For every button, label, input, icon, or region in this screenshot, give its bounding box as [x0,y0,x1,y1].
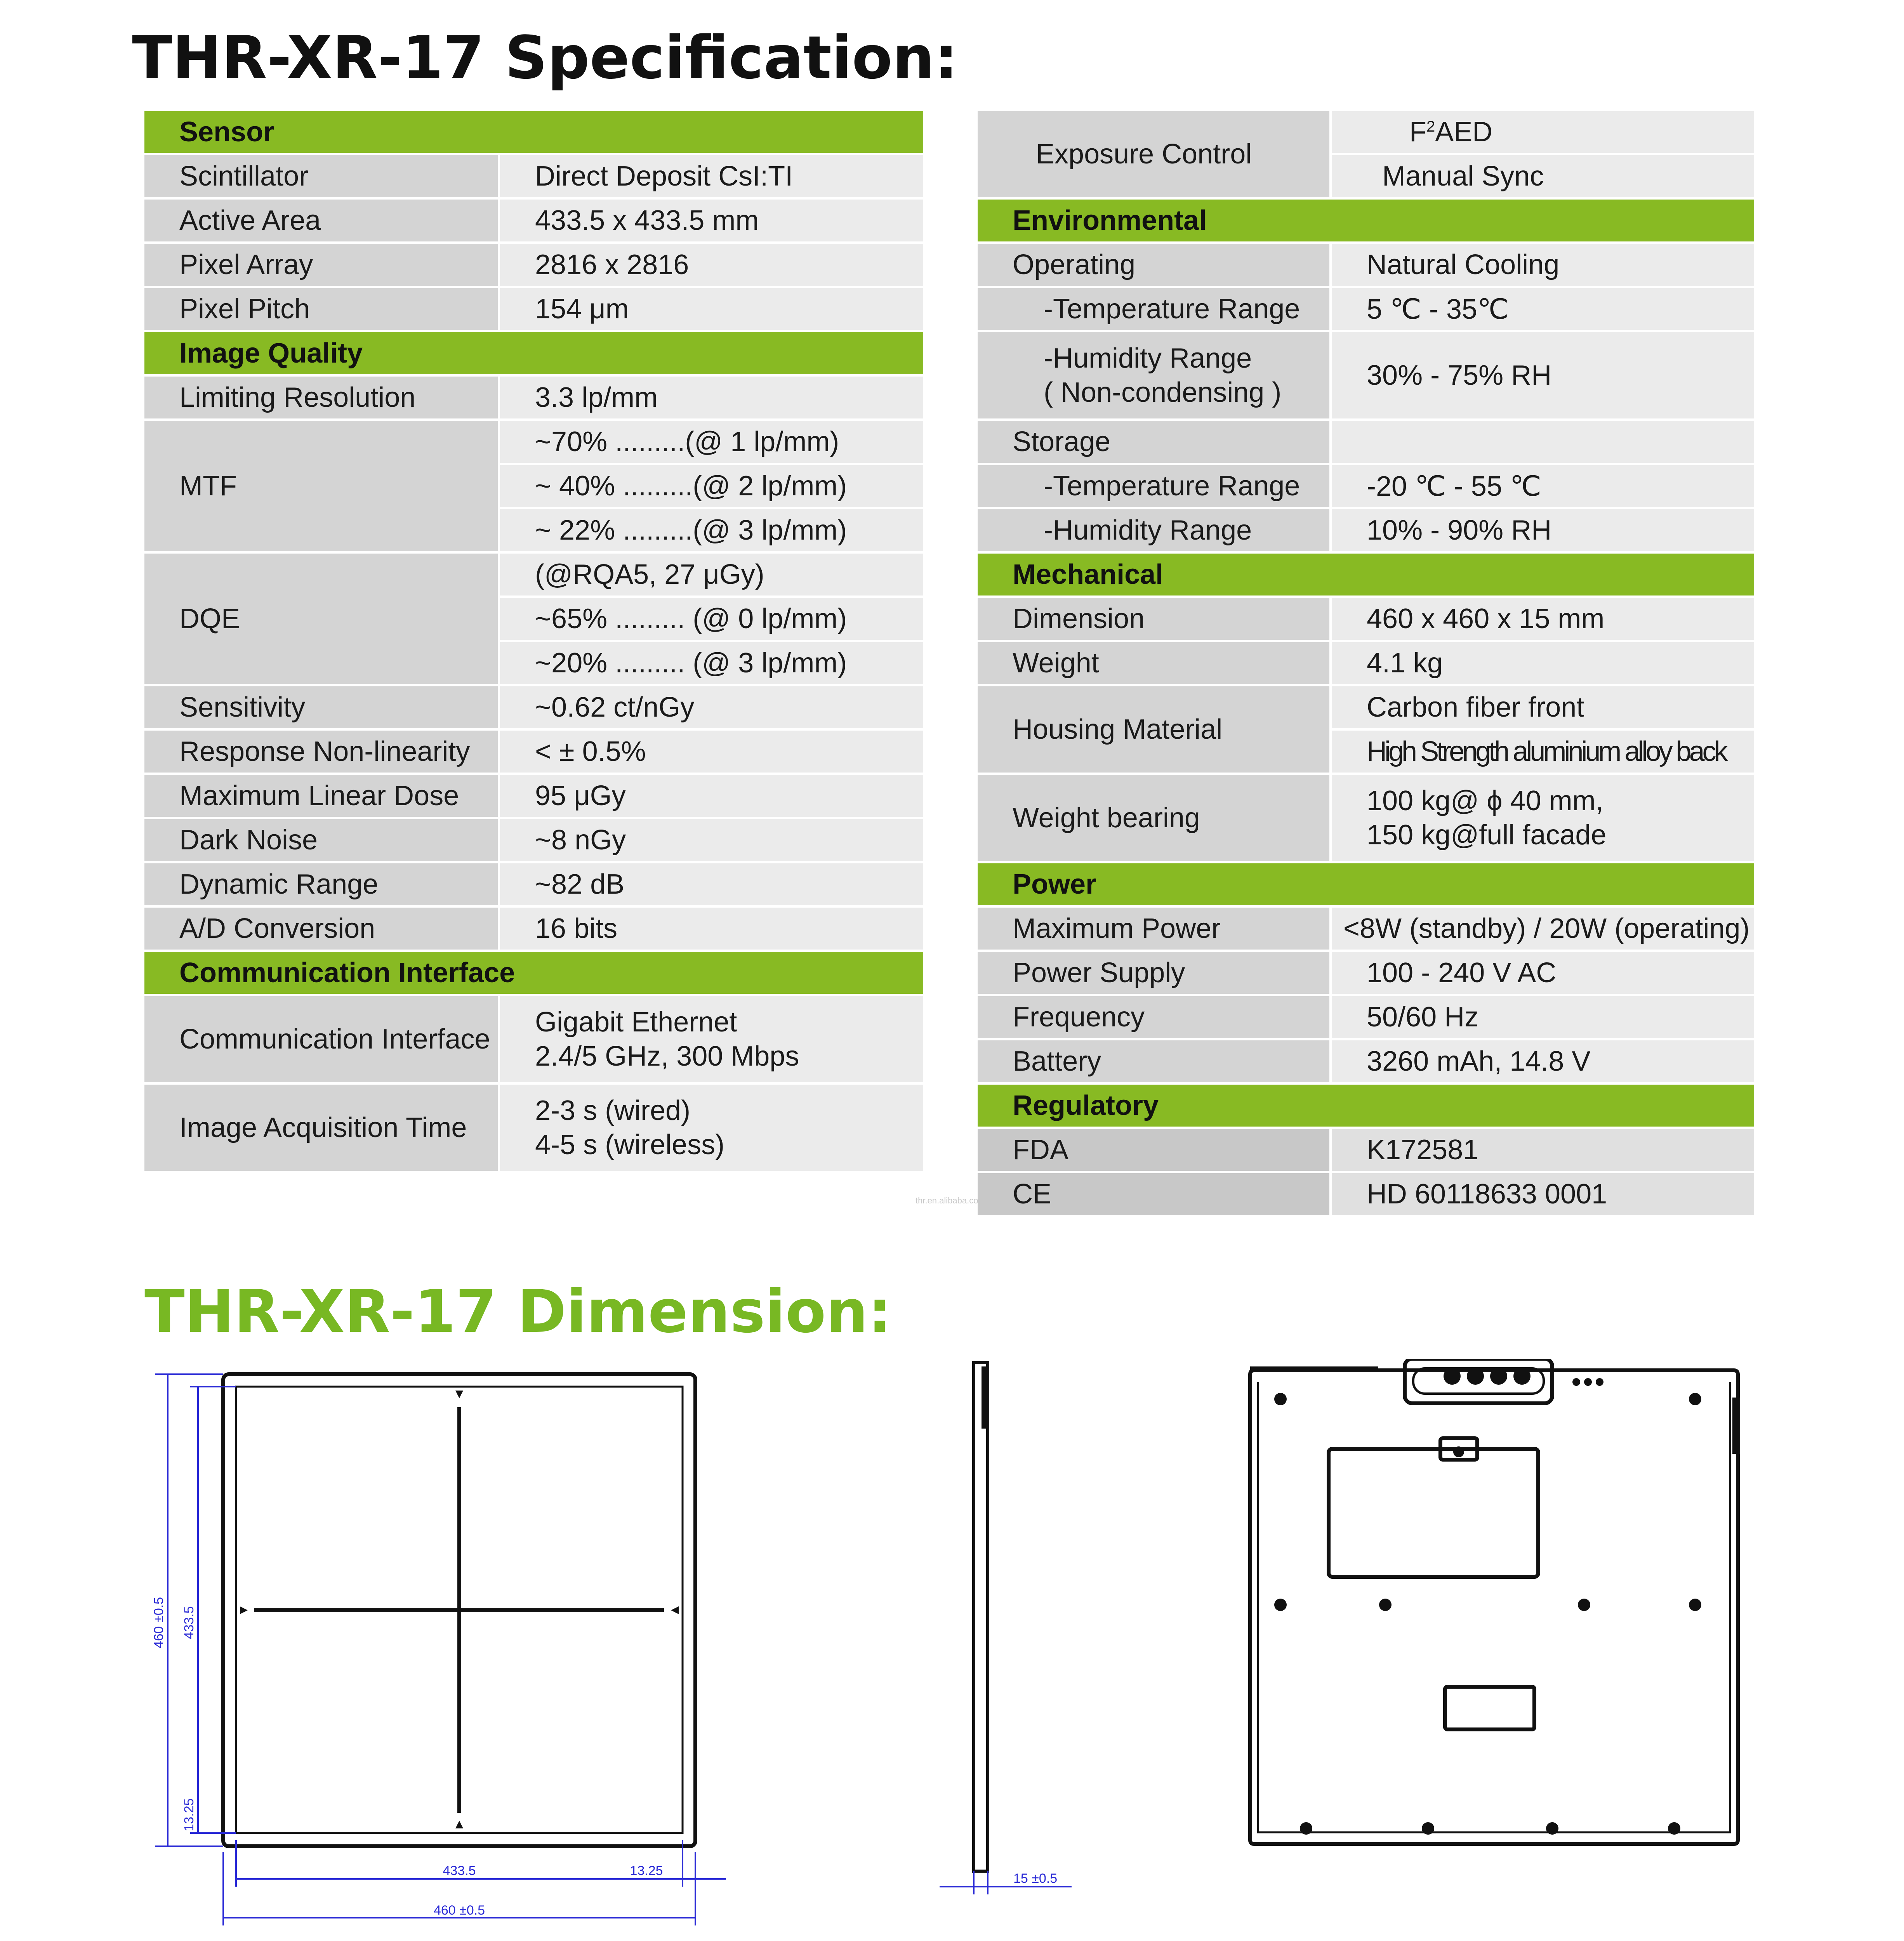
side-profile [974,1363,988,1871]
spec-title: THR-XR-17 Specification: [132,23,958,92]
row-value: -20 ℃ - 55 ℃ [1332,465,1754,509]
row-value: HD 60118633 0001 [1332,1173,1754,1217]
row-value: 3.3 lp/mm [500,377,923,421]
row-label: Communication Interface [144,996,500,1085]
row-label: A/D Conversion [144,908,500,952]
row-label: Operating [978,244,1332,288]
row-label: Response Non-linearity [144,731,500,775]
row-value: High Strength aluminium alloy back [1332,731,1754,775]
row-label: CE [978,1173,1332,1217]
dimension-lines [155,1374,726,1925]
side-edge-detail [982,1366,988,1429]
row-label: Pixel Array [144,244,500,288]
right-edge-bar [1732,1398,1740,1454]
row-value: 50/60 Hz [1332,996,1754,1040]
row-value: ~0.62 ct/nGy [500,686,923,731]
watermark: thr.en.alibaba.com [916,1196,985,1205]
right-spec-table [978,111,1754,1217]
dim-height-active: 433.5 [182,1606,196,1639]
row-label: FDA [978,1129,1332,1173]
row-value: 30% - 75% RH [1332,332,1754,421]
dim-width-margin: 13.25 [630,1863,663,1878]
row-value: < ± 0.5% [500,731,923,775]
value-line: 4-5 s (wireless) [535,1129,725,1160]
dim-thickness: 15 ±0.5 [1013,1871,1058,1886]
row-value: Carbon fiber front [1332,686,1754,731]
section-power: Power [978,863,1754,908]
front-view-drawing [0,1320,738,1941]
row-value: 95 μGy [500,775,923,819]
back-outline [1250,1370,1738,1844]
mtf-value: ~ 22% .........(@ 3 lp/mm) [500,509,923,554]
exposure-label: Exposure Control [978,111,1332,200]
section-mechanical: Mechanical [978,554,1754,598]
screws [1274,1368,1701,1835]
row-label: Active Area [144,200,500,244]
row-value [1332,421,1754,465]
dim-width-total: 460 ±0.5 [433,1903,485,1918]
row-label: Frequency [978,996,1332,1040]
value-line: Gigabit Ethernet [535,1007,737,1038]
row-value: 5 ℃ - 35℃ [1332,288,1754,332]
back-view-drawing [1242,1359,1755,1863]
mtf-label: MTF [144,421,500,554]
row-value: Direct Deposit CsI:TI [500,155,923,200]
value-line: 2.4/5 GHz, 300 Mbps [535,1041,799,1072]
row-label: Scintillator [144,155,500,200]
row-label: -Humidity Range ( Non-condensing ) [978,332,1332,421]
row-label: Battery [978,1040,1332,1085]
row-value [500,1085,923,1173]
section-regulatory: Regulatory [978,1085,1754,1129]
exposure-value: Manual Sync [1332,155,1754,200]
row-label: Image Acquisition Time [144,1085,500,1173]
crosshair [254,1407,664,1813]
row-value: 10% - 90% RH [1332,509,1754,554]
dim-width-active: 433.5 [443,1863,476,1878]
row-value [1332,775,1754,863]
left-spec-table [144,111,923,1173]
row-label: Dark Noise [144,819,500,863]
row-label: Weight [978,642,1332,686]
row-value: 2816 x 2816 [500,244,923,288]
section-sensor: Sensor [144,111,923,155]
value-line: 100 kg@ ϕ 40 mm, [1367,785,1603,816]
row-value: 16 bits [500,908,923,952]
row-value: Natural Cooling [1332,244,1754,288]
mtf-value: ~70% .........(@ 1 lp/mm) [500,421,923,465]
row-value: 433.5 x 433.5 mm [500,200,923,244]
row-label: -Humidity Range [978,509,1332,554]
mtf-value: ~ 40% .........(@ 2 lp/mm) [500,465,923,509]
row-label: Dimension [978,598,1332,642]
dim-height-margin: 13.25 [182,1798,196,1832]
row-label: -Temperature Range [978,288,1332,332]
row-label: Maximum Power [978,908,1332,952]
row-label: Pixel Pitch [144,288,500,332]
row-value [500,996,923,1085]
row-value: 4.1 kg [1332,642,1754,686]
connector-port [1445,1687,1534,1729]
value-line: 150 kg@full facade [1367,819,1607,851]
row-label: Sensitivity [144,686,500,731]
section-image-quality: Image Quality [144,332,923,377]
row-label: -Temperature Range [978,465,1332,509]
row-value: 100 - 240 V AC [1332,952,1754,996]
dimension-title: THR-XR-17 Dimension: [144,1277,892,1346]
row-value: 154 μm [500,288,923,332]
row-value: ~8 nGy [500,819,923,863]
row-label: Storage [978,421,1332,465]
side-view-drawing [924,1355,1087,1906]
row-label: Dynamic Range [144,863,500,908]
row-label: Weight bearing [978,775,1332,863]
row-label: Housing Material [978,686,1332,775]
row-value: 3260 mAh, 14.8 V [1332,1040,1754,1085]
row-value: 460 x 460 x 15 mm [1332,598,1754,642]
top-edge-bar [1250,1366,1378,1372]
dim-height-total: 460 ±0.5 [151,1597,166,1649]
dqe-value: (@RQA5, 27 μGy) [500,554,923,598]
row-label: Power Supply [978,952,1332,996]
exposure-value: $F^2AED$ [1332,111,1754,155]
dqe-label: DQE [144,554,500,686]
row-value: K172581 [1332,1129,1754,1173]
row-value: <8W (standby) / 20W (operating) [1332,908,1754,952]
section-environmental: Environmental [978,200,1754,244]
dqe-value: ~65% ......... (@ 0 lp/mm) [500,598,923,642]
row-label: Maximum Linear Dose [144,775,500,819]
row-value: ~82 dB [500,863,923,908]
row-label: Limiting Resolution [144,377,500,421]
dqe-value: ~20% ......... (@ 3 lp/mm) [500,642,923,686]
battery-cover [1329,1449,1538,1577]
section-communication: Communication Interface [144,952,923,996]
value-line: 2-3 s (wired) [535,1095,691,1126]
